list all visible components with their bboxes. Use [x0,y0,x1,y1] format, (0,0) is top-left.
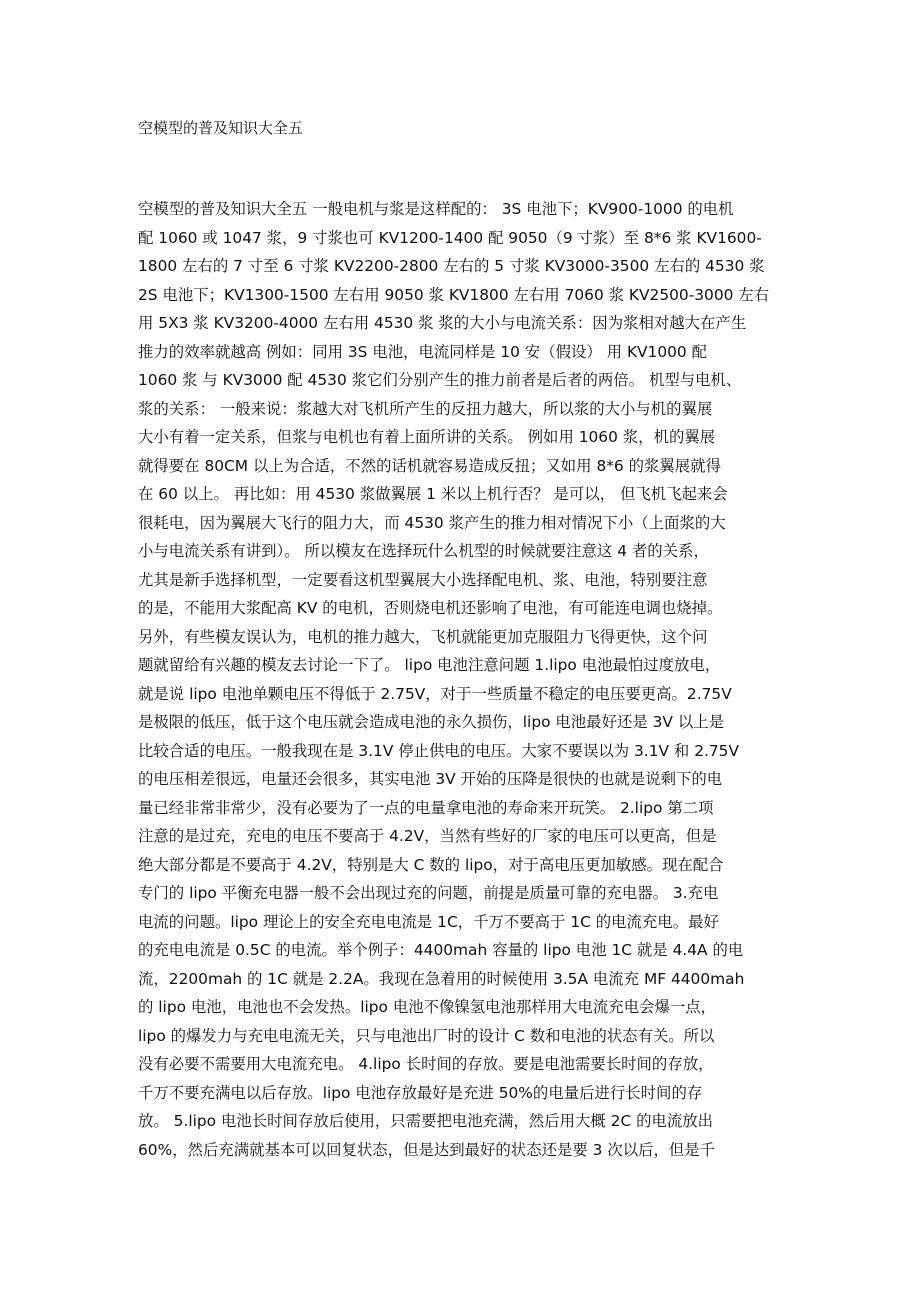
document-line: 在 60 以上。 再比如：用 4530 浆做翼展 1 米以上机行否？ 是可以， 但飞机飞起来会 [138,485,728,503]
document-line: 流，2200mah 的 1C 就是 2.2A。我现在急着用的时候使用 3.5A 电流充 MF 4400mah [138,969,745,988]
document-title: 空模型的普及知识大全五 [138,119,304,137]
document-line: 很耗电，因为翼展大飞行的阻力大，而 4530 浆产生的推力相对情况下小（上面浆的大 [138,513,726,532]
document-line: 是极限的低压，低于这个电压就会造成电池的永久损伤，lipo 电池最好还是 3V 以上是 [138,713,725,731]
document-line: 就是说 lipo 电池单颗电压不得低于 2.75V，对于一些质量不稳定的电压要更高。2.75V [138,684,732,703]
document-line: 题就留给有兴趣的模友去讨论一下了。 lipo 电池注意问题 1.lipo 电池最怕过度放电， [138,656,721,674]
document-line: 浆的关系： 一般来说：浆越大对飞机所产生的反扭力越大，所以浆的大小与机的翼展 [138,399,713,418]
document-line: 推力的效率就越高 例如：同用 3S 电池，电流同样是 10 安（假设） 用 KV1000 配 [138,342,708,361]
document-line: 专门的 lipo 平衡充电器一般不会出现过充的问题，前提是质量可靠的充电器。 3.充电 [138,884,719,902]
document-line: 没有必要不需要用大电流充电。 4.lipo 长时间的存放。要是电池需要长时间的存放， [138,1055,714,1073]
document-line: 60%，然后充满就基本可以回复状态，但是达到最好的状态还是要 3 次以后，但是千 [138,1140,716,1159]
document-line: 千万不要充满电以后存放。lipo 电池存放最好是充进 50%的电量后进行长时间的存 [138,1083,703,1102]
document-line: 的充电电流是 0.5C 的电流。举个例子：4400mah 容量的 lipo 电池 1C 就是 4.4A 的电 [138,941,744,959]
document-line: 尤其是新手选择机型，一定要看这机型翼展大小选择配电机、浆、电池，特别要注意 [138,570,708,589]
document-line: 配 1060 或 1047 浆，9 寸浆也可 KV1200-1400 配 9050（9 寸浆）至 8*6 浆 KV1600- [138,228,762,247]
document-line: 另外，有些模友误认为，电机的推力越大，飞机就能更加克服阻力飞得更快，这个问 [138,627,708,646]
document-line: 的是，不能用大浆配高 KV 的电机，否则烧电机还影响了电池，有可能连电调也烧掉。 [138,599,723,617]
document-line: lipo 的爆发力与充电电流无关，只与电池出厂时的设计 C 数和电池的状态有关。所以 [138,1026,715,1045]
document-line: 小与电流关系有讲到）。 所以模友在选择玩什么机型的时候就要注意这 4 者的关系， [138,542,709,560]
document-line: 空模型的普及知识大全五 一般电机与浆是这样配的： 3S 电池下；KV900-1000 的电机 [138,200,734,218]
document-line: 1800 左右的 7 寸至 6 寸浆 KV2200-2800 左右的 5 寸浆 KV3000-3500 左右的 4530 浆 [138,257,765,275]
document-line: 的 lipo 电池，电池也不会发热。lipo 电池不像镍氢电池那样用大电流充电会爆一点， [138,998,717,1016]
document-line: 用 5X3 浆 KV3200-4000 左右用 4530 浆 浆的大小与电流关系：因为浆相对越大在产生 [138,314,747,332]
document-line: 比较合适的电压。一般我现在是 3.1V 停止供电的电压。大家不要误以为 3.1V 和 2.75V [138,741,739,760]
document-line: 绝大部分都是不要高于 4.2V，特别是大 C 数的 lipo，对于高电压更加敏感。现在配合 [138,855,724,874]
document-line: 量已经非常非常少，没有必要为了一点的电量拿电池的寿命来开玩笑。 2.lipo 第二项 [138,798,714,817]
document-line: 1060 浆 与 KV3000 配 4530 浆它们分别产生的推力前者是后者的两倍。 机型与电机、 [138,371,742,389]
document-line: 注意的是过充，充电的电压不要高于 4.2V，当然有些好的厂家的电压可以更高，但是 [138,827,717,845]
document-line: 大小有着一定关系，但浆与电机也有着上面所讲的关系。 例如用 1060 浆，机的翼展 [138,428,716,446]
document-line: 的电压相差很远，电量还会很多，其实电池 3V 开始的压降是很快的也就是说剩下的电 [138,770,723,788]
document-line: 电流的问题。lipo 理论上的安全充电电流是 1C，千万不要高于 1C 的电流充电。最好 [138,912,719,931]
document-line: 2S 电池下；KV1300-1500 左右用 9050 浆 KV1800 左右用 7060 浆 KV2500-3000 左右 [138,285,770,304]
document-line: 放。 5.lipo 电池长时间存放后使用，只需要把电池充满，然后用大概 2C 的电流放出 [138,1112,714,1130]
document-line: 就得要在 80CM 以上为合适，不然的话机就容易造成反扭；又如用 8*6 的浆翼展就得 [138,456,721,475]
document-body [138,195,788,1164]
